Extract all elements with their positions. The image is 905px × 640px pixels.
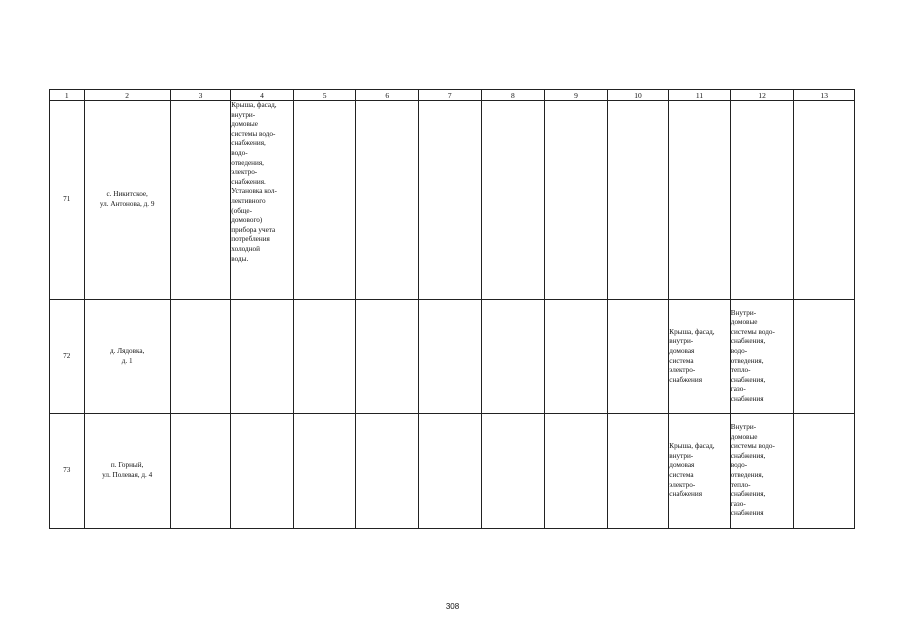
- work-type-cell: [231, 414, 294, 529]
- empty-cell: [170, 300, 230, 414]
- empty-cell: [418, 101, 481, 300]
- column-header: 10: [607, 90, 669, 101]
- page-number: 308: [445, 602, 460, 611]
- address-cell: с. Никитское, ул. Антонова, д. 9: [84, 101, 170, 300]
- empty-cell: [545, 101, 608, 300]
- empty-cell: [794, 414, 855, 529]
- table-row: [50, 414, 855, 529]
- empty-cell: [545, 300, 608, 414]
- empty-cell: [418, 300, 481, 414]
- empty-cell: [607, 101, 669, 300]
- empty-cell: [607, 300, 669, 414]
- column-header: 12: [730, 90, 794, 101]
- empty-cell: [356, 101, 419, 300]
- work-type-cell: Внутри- домовые системы водо- снабжения, водо- отведения, тепло- снабжения, газо- снабжения: [730, 414, 794, 529]
- empty-cell: [545, 414, 608, 529]
- work-type-cell: [730, 101, 794, 300]
- work-type-cell: Крыша, фасад, внутри- домовая система электро- снабжения: [669, 414, 731, 529]
- work-type-cell: Крыша, фасад, внутри- домовые системы водо- снабжения, водо- отведения, электро- снабжения. Установка кол- лективного (обще- домового) прибора учета потребления холодной воды.: [231, 101, 294, 300]
- column-header: 1: [50, 90, 85, 101]
- row-number: 71: [50, 101, 85, 300]
- empty-cell: [418, 414, 481, 529]
- table-row: [50, 300, 855, 414]
- column-header: 8: [481, 90, 545, 101]
- work-type-cell: Крыша, фасад, внутри- домовая система электро- снабжения: [669, 300, 731, 414]
- empty-cell: [356, 300, 419, 414]
- empty-cell: [356, 414, 419, 529]
- column-header: 4: [231, 90, 294, 101]
- table-row: [50, 101, 855, 300]
- column-header: 7: [418, 90, 481, 101]
- empty-cell: [481, 300, 545, 414]
- row-number: 72: [50, 300, 85, 414]
- empty-cell: [293, 300, 356, 414]
- work-type-cell: [231, 300, 294, 414]
- column-number-row: [50, 90, 855, 101]
- empty-cell: [481, 414, 545, 529]
- empty-cell: [293, 101, 356, 300]
- empty-cell: [170, 101, 230, 300]
- empty-cell: [170, 414, 230, 529]
- column-header: 6: [356, 90, 419, 101]
- empty-cell: [794, 101, 855, 300]
- column-header: 2: [84, 90, 170, 101]
- column-header: 13: [794, 90, 855, 101]
- address-cell: д. Лядовка, д. 1: [84, 300, 170, 414]
- address-cell: п. Горный, ул. Полевая, д. 4: [84, 414, 170, 529]
- work-type-cell: Внутри- домовые системы водо- снабжения, водо- отведения, тепло- снабжения, газо- снабжения: [730, 300, 794, 414]
- column-header: 5: [293, 90, 356, 101]
- column-header: 9: [545, 90, 608, 101]
- register-table: [49, 89, 855, 529]
- row-number: 73: [50, 414, 85, 529]
- empty-cell: [293, 414, 356, 529]
- empty-cell: [481, 101, 545, 300]
- column-header: 3: [170, 90, 230, 101]
- empty-cell: [794, 300, 855, 414]
- column-header: 11: [669, 90, 731, 101]
- work-type-cell: [669, 101, 731, 300]
- empty-cell: [607, 414, 669, 529]
